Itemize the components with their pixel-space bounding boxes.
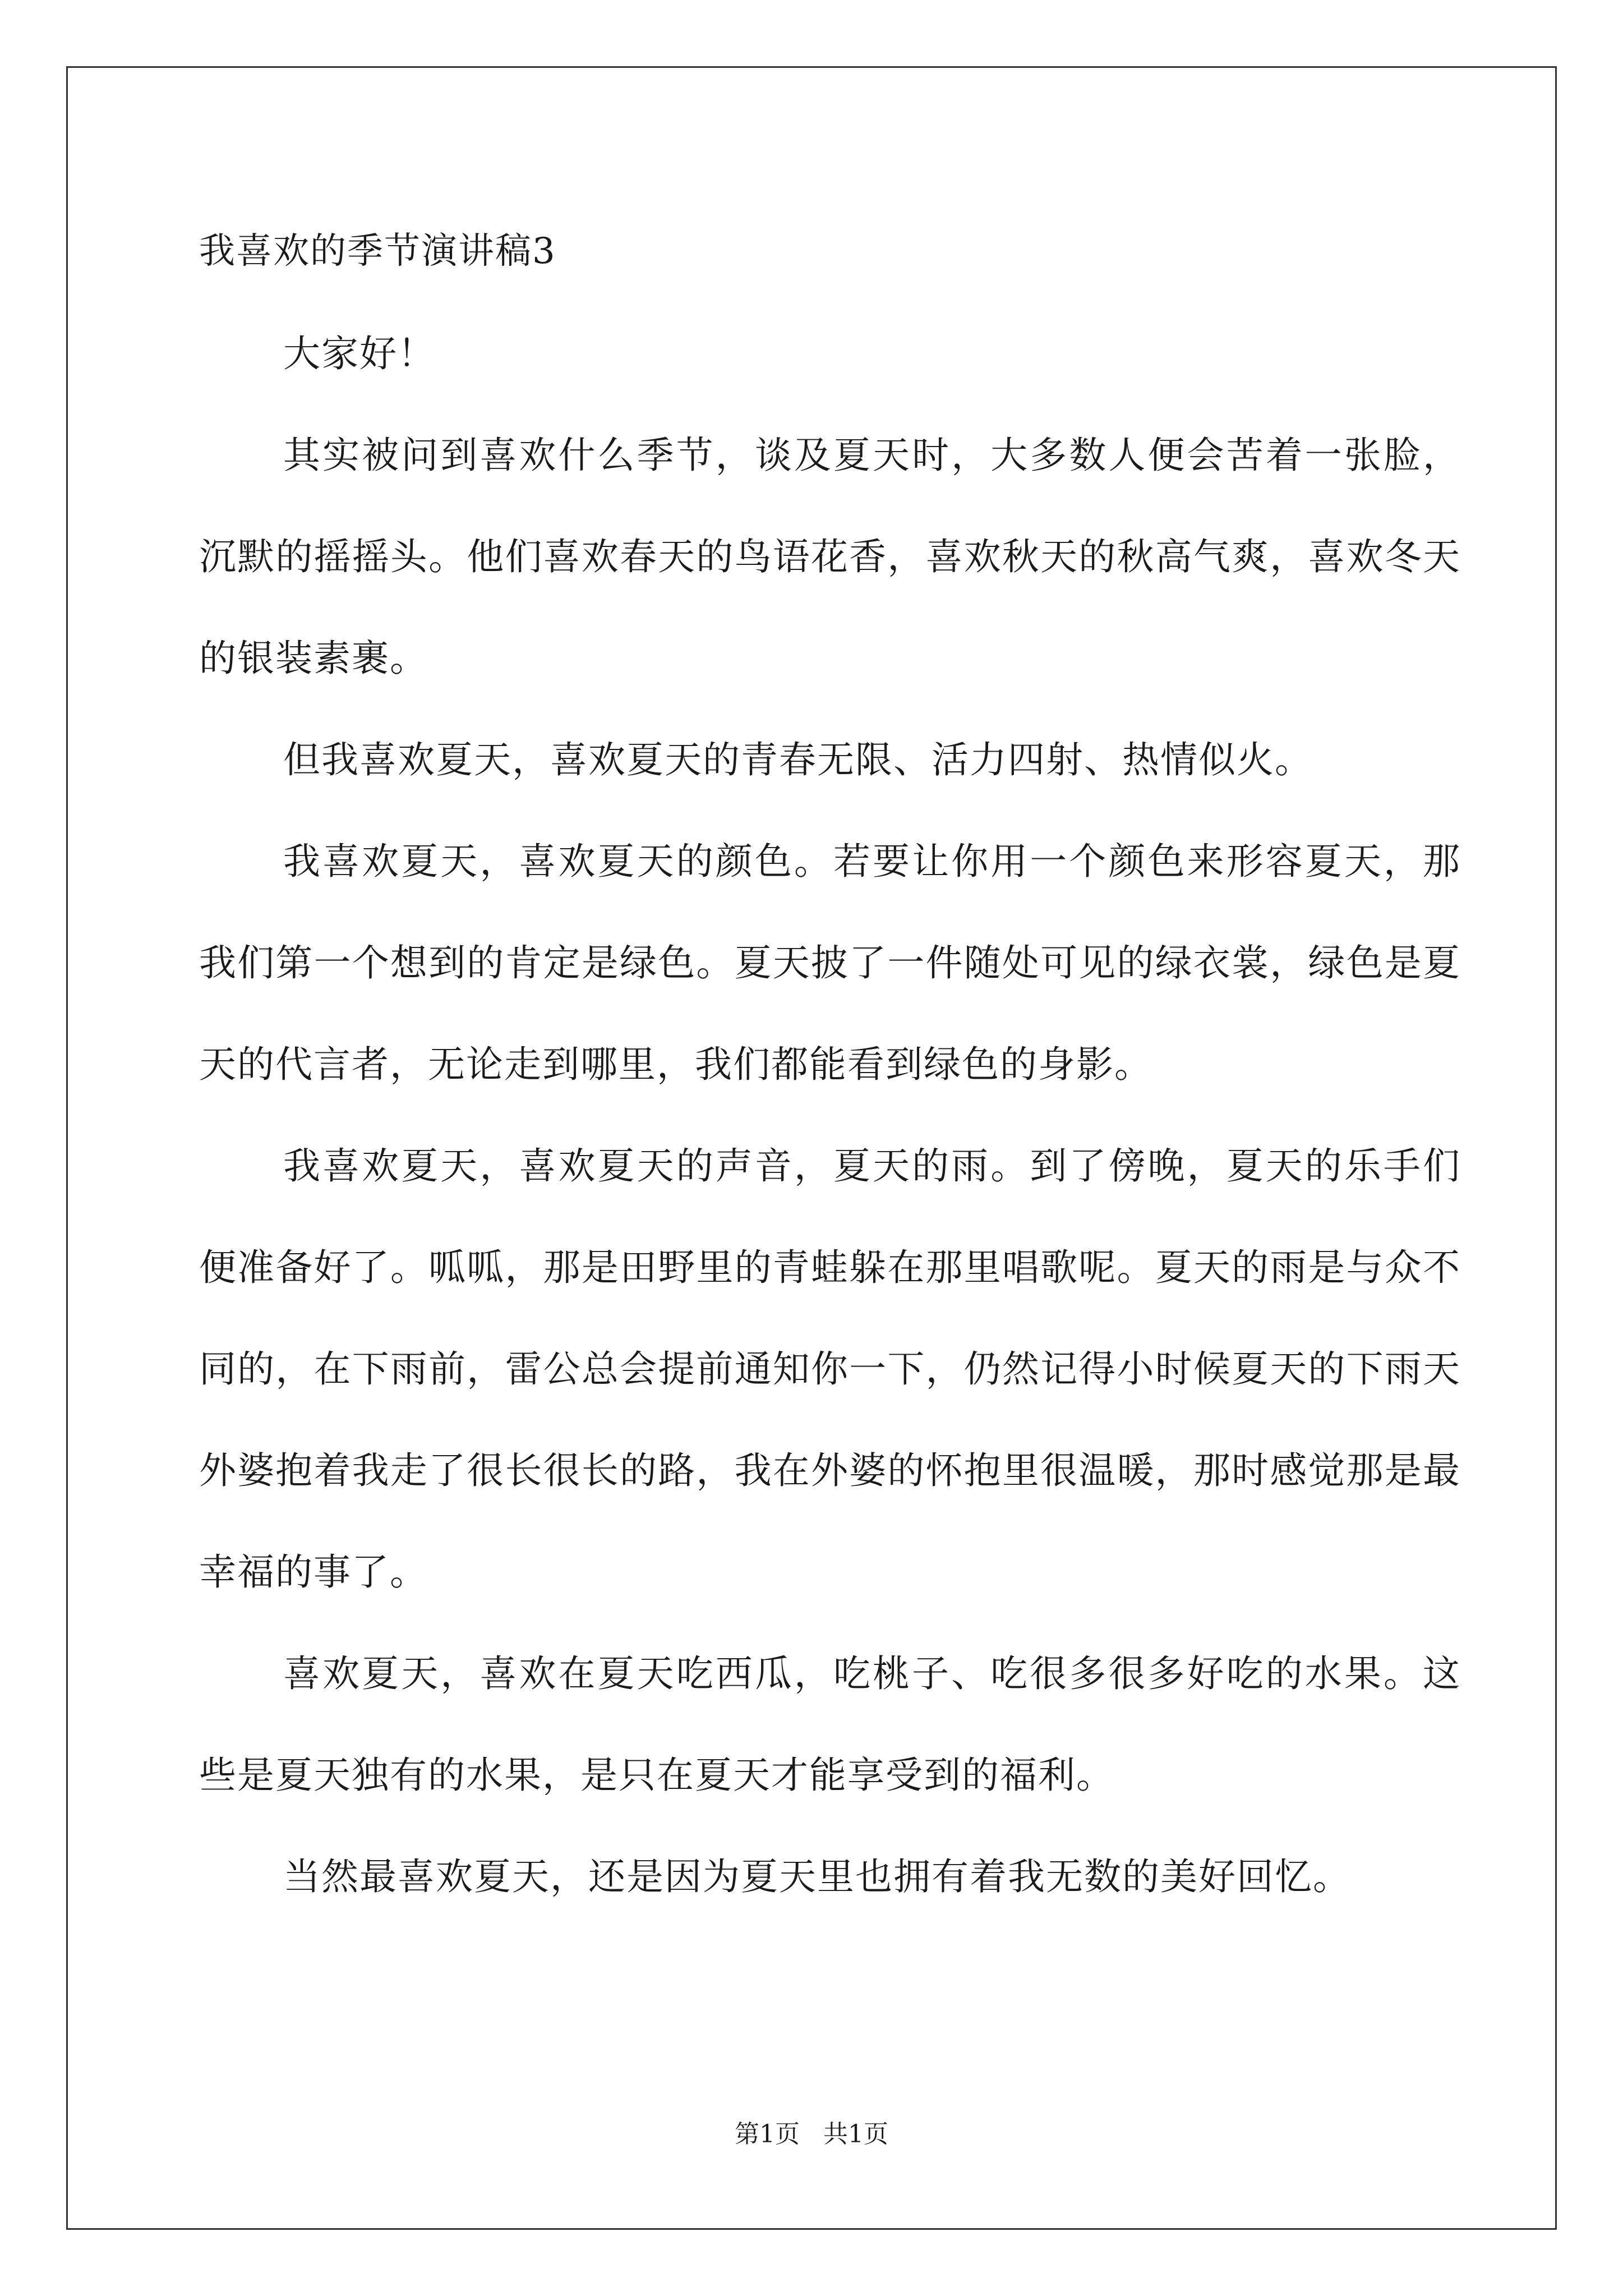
page-number: 第1页 共1页 — [735, 2120, 888, 2148]
paragraph-thesis: 但我喜欢夏天，喜欢夏天的青春无限、活力四射、热情似火。 — [283, 738, 1313, 781]
document-body — [199, 303, 1461, 1927]
paragraph-fruit: 喜欢夏天，喜欢在夏天吃西瓜，吃桃子、吃很多很多好吃的水果。这些是夏天独有的水果，是只在夏天才能享受到的福利。 — [199, 1652, 1461, 1797]
paragraph-conclusion: 当然最喜欢夏天，还是因为夏天里也拥有着我无数的美好回忆。 — [283, 1855, 1351, 1898]
paragraph-color: 我喜欢夏天，喜欢夏天的颜色。若要让你用一个颜色来形容夏天，那我们第一个想到的肯定是绿色。夏天披了一件随处可见的绿衣裳，绿色是夏天的代言者，无论走到哪里，我们都能看到绿色的身影。 — [199, 840, 1461, 1086]
paragraph-greeting: 大家好！ — [283, 332, 436, 375]
paragraph-sound: 我喜欢夏天，喜欢夏天的声音，夏天的雨。到了傍晚，夏天的乐手们便准备好了。呱呱，那是田野里的青蛙躲在那里唱歌呢。夏天的雨是与众不同的，在下雨前，雷公总会提前通知你一下，仍然记得小时候夏天的下雨天外婆抱着我走了很长很长的路，我在外婆的怀抱里很温暖，那时感觉那是最幸福的事了。 — [199, 1144, 1461, 1594]
document-title: 我喜欢的季节演讲稿3 — [199, 231, 556, 272]
paragraph-intro: 其实被问到喜欢什么季节，谈及夏天时，大多数人便会苦着一张脸，沉默的摇摇头。他们喜欢春天的鸟语花香，喜欢秋天的秋高气爽，喜欢冬天的银装素裹。 — [199, 434, 1461, 680]
